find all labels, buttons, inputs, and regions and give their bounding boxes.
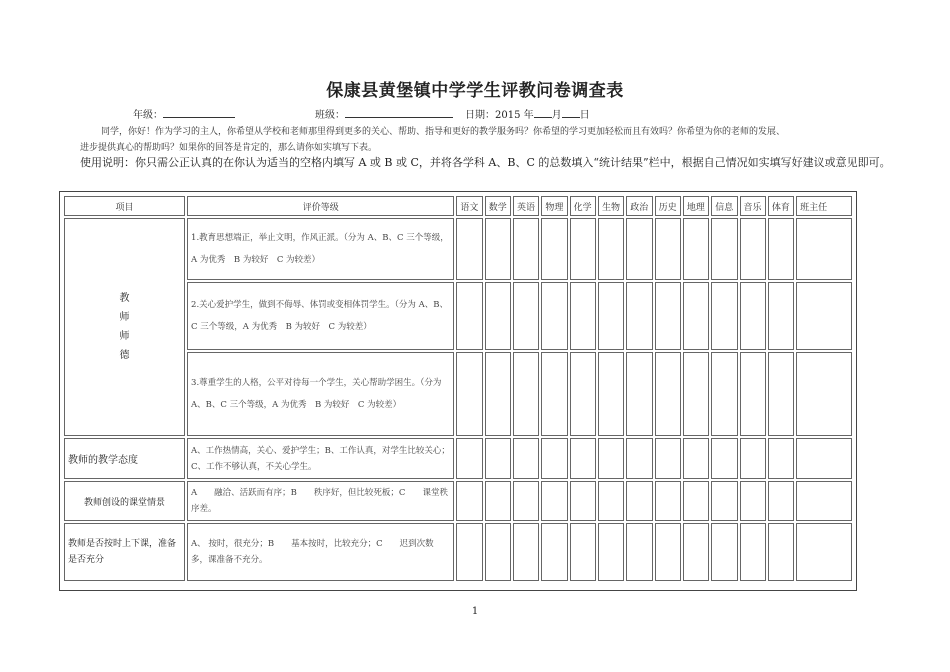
rating-cell[interactable] (768, 282, 794, 350)
category-punctuality: 教师是否按时上下课，准备是否充分 (64, 523, 185, 581)
rating-cell[interactable] (513, 438, 539, 479)
rating-cell[interactable] (740, 282, 766, 350)
grade-blank[interactable] (163, 107, 235, 118)
rating-cell[interactable] (655, 218, 681, 280)
rating-cell[interactable] (456, 481, 482, 521)
rating-cell[interactable] (485, 282, 511, 350)
rating-cell[interactable] (626, 523, 652, 581)
rating-cell[interactable] (485, 438, 511, 479)
rating-cell[interactable] (740, 523, 766, 581)
rating-cell[interactable] (768, 523, 794, 581)
criterion-cell: 3.尊重学生的人格，公平对待每一个学生，关心帮助学困生。（分为 A、B、C 三个等级，A 为优秀 B 为较好 C 为较差） (187, 352, 454, 436)
category-teacher-ethics (64, 218, 185, 436)
table-row (64, 218, 852, 280)
rating-cell[interactable] (796, 438, 852, 479)
rating-cell[interactable] (541, 218, 567, 280)
rating-cell[interactable] (655, 481, 681, 521)
rating-cell[interactable] (485, 352, 511, 436)
rating-cell[interactable] (683, 282, 709, 350)
category-teaching-attitude: 教师的教学态度 (64, 438, 185, 479)
rating-cell[interactable] (740, 218, 766, 280)
rating-cell[interactable] (513, 523, 539, 581)
header-subject: 政治 (626, 196, 652, 216)
rating-cell[interactable] (796, 218, 852, 280)
rating-cell[interactable] (485, 481, 511, 521)
class-label: 班级： (315, 110, 345, 121)
rating-cell[interactable] (570, 282, 596, 350)
header-subject: 语文 (456, 196, 482, 216)
rating-cell[interactable] (768, 481, 794, 521)
criterion-cell: A 融洽、活跃而有序；B 秩序好，但比较死板；C 课堂秩序差。 (187, 481, 454, 521)
survey-table (62, 194, 854, 583)
rating-cell[interactable] (711, 523, 737, 581)
criterion-cell: 2.关心爱护学生，做到不侮辱、体罚或变相体罚学生。（分为 A、B、C 三个等级，A 为优秀 B 为较好 C 为较差） (187, 282, 454, 350)
rating-cell[interactable] (626, 352, 652, 436)
rating-cell[interactable] (626, 438, 652, 479)
rating-cell[interactable] (796, 481, 852, 521)
rating-cell[interactable] (740, 481, 766, 521)
rating-cell[interactable] (740, 438, 766, 479)
header-subject: 化学 (570, 196, 596, 216)
rating-cell[interactable] (598, 218, 624, 280)
date-field (465, 106, 590, 121)
header-grade: 评价等级 (187, 196, 454, 216)
rating-cell[interactable] (683, 481, 709, 521)
table-row (64, 523, 852, 581)
rating-cell[interactable] (570, 352, 596, 436)
rating-cell[interactable] (541, 481, 567, 521)
criterion-cell: 1.教育思想端正，举止文明，作风正派。（分为 A、B、C 三个等级，A 为优秀 B 为较好 C 为较差） (187, 218, 454, 280)
rating-cell[interactable] (655, 352, 681, 436)
rating-cell[interactable] (513, 282, 539, 350)
rating-cell[interactable] (541, 438, 567, 479)
intro-line-2: 进步提供真心的帮助吗？如果你的回答是肯定的，那么请你如实填写下表。 (80, 143, 378, 153)
rating-cell[interactable] (683, 218, 709, 280)
header-subject: 历史 (655, 196, 681, 216)
table-row (64, 481, 852, 521)
rating-cell[interactable] (456, 282, 482, 350)
rating-cell[interactable] (626, 481, 652, 521)
class-blank[interactable] (345, 107, 453, 118)
grade-label: 年级： (133, 110, 163, 121)
rating-cell[interactable] (456, 352, 482, 436)
page-number: 1 (471, 606, 479, 617)
rating-cell[interactable] (513, 352, 539, 436)
rating-cell[interactable] (570, 481, 596, 521)
rating-cell[interactable] (456, 438, 482, 479)
rating-cell[interactable] (683, 523, 709, 581)
rating-cell[interactable] (570, 438, 596, 479)
date-label: 日期： (465, 110, 495, 121)
header-item: 项目 (64, 196, 185, 216)
rating-cell[interactable] (570, 218, 596, 280)
rating-cell[interactable] (598, 523, 624, 581)
category-char: 师 (119, 331, 130, 342)
rating-cell[interactable] (598, 352, 624, 436)
rating-cell[interactable] (683, 352, 709, 436)
rating-cell[interactable] (711, 282, 737, 350)
category-char: 德 (119, 350, 130, 361)
month-blank[interactable] (534, 107, 552, 118)
header-row (64, 196, 852, 216)
rating-cell[interactable] (626, 218, 652, 280)
header-subject: 班主任 (796, 196, 852, 216)
rating-cell[interactable] (513, 218, 539, 280)
rating-cell[interactable] (768, 218, 794, 280)
rating-cell[interactable] (598, 438, 624, 479)
rating-cell[interactable] (655, 523, 681, 581)
day-blank[interactable] (562, 107, 580, 118)
date-month: 月 (551, 110, 562, 121)
header-subject: 体育 (768, 196, 794, 216)
criterion-cell: A、工作热情高，关心、爱护学生；B、工作认真，对学生比较关心；C、工作不够认真，不关心学生。 (187, 438, 454, 479)
header-subject: 生物 (598, 196, 624, 216)
criterion-cell: A、 按时，很充分；B 基本按时，比较充分；C 迟到次数多，课准备不充分。 (187, 523, 454, 581)
rating-cell[interactable] (541, 523, 567, 581)
rating-cell[interactable] (598, 282, 624, 350)
usage-instructions: 使用说明：你只需公正认真的在你认为适当的空格内填写 A 或 B 或 C，并将各学科 A、B、C 的总数填入“统计结果”栏中，根据自己情况如实填写好建议或意见即可。 (80, 156, 891, 169)
rating-cell[interactable] (711, 352, 737, 436)
rating-cell[interactable] (796, 282, 852, 350)
rating-cell[interactable] (655, 438, 681, 479)
category-char: 教 (119, 293, 130, 304)
rating-cell[interactable] (655, 282, 681, 350)
rating-cell[interactable] (768, 352, 794, 436)
rating-cell[interactable] (711, 438, 737, 479)
rating-cell[interactable] (711, 218, 737, 280)
rating-cell[interactable] (456, 218, 482, 280)
page-title: 保康县黄堡镇中学学生评教问卷调查表 (326, 81, 624, 101)
rating-cell[interactable] (541, 282, 567, 350)
intro-line-1: 同学，你好！作为学习的主人，你希望从学校和老师那里得到更多的关心、帮助、指导和更好的教学服务吗？你希望的学习更加轻松而且有效吗？你希望为你的老师的发展、 (101, 127, 786, 137)
rating-cell[interactable] (796, 352, 852, 436)
class-field (315, 106, 453, 121)
grade-field (133, 106, 235, 121)
date-year: 2015 年 (495, 110, 534, 121)
header-subject: 信息 (711, 196, 737, 216)
header-subject: 英语 (513, 196, 539, 216)
rating-cell[interactable] (796, 523, 852, 581)
rating-cell[interactable] (711, 481, 737, 521)
header-subject: 数学 (485, 196, 511, 216)
rating-cell[interactable] (513, 481, 539, 521)
rating-cell[interactable] (768, 438, 794, 479)
rating-cell[interactable] (485, 523, 511, 581)
date-day: 日 (579, 110, 590, 121)
rating-cell[interactable] (570, 523, 596, 581)
rating-cell[interactable] (598, 481, 624, 521)
rating-cell[interactable] (683, 438, 709, 479)
header-subject: 音乐 (740, 196, 766, 216)
header-subject: 地理 (683, 196, 709, 216)
rating-cell[interactable] (456, 523, 482, 581)
rating-cell[interactable] (626, 282, 652, 350)
rating-cell[interactable] (541, 352, 567, 436)
rating-cell[interactable] (740, 352, 766, 436)
category-classroom-atmosphere: 教师创设的课堂情景 (64, 481, 185, 521)
category-char: 师 (119, 312, 130, 323)
rating-cell[interactable] (485, 218, 511, 280)
table-row (64, 438, 852, 479)
header-subject: 物理 (541, 196, 567, 216)
